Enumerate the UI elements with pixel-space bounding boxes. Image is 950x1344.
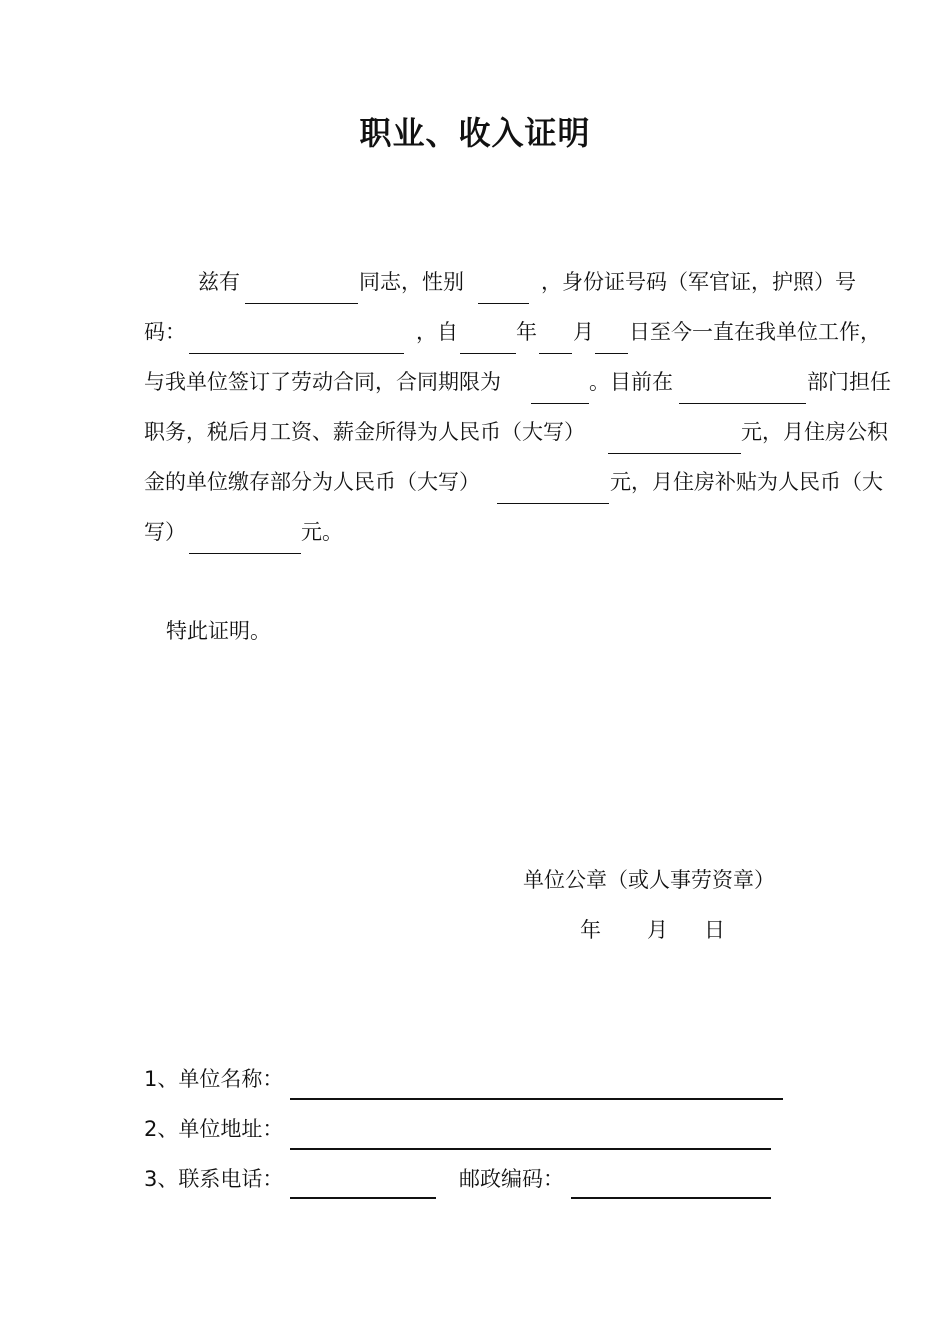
unit-name-blank[interactable] (290, 1098, 783, 1100)
closing-text: 特此证明。 (166, 619, 271, 643)
start-day-blank[interactable] (595, 353, 628, 354)
page-title: 职业、收入证明 (359, 114, 591, 152)
unit-address-label: 2、单位地址： (144, 1117, 284, 1141)
text-department: 部门担任 (807, 370, 891, 394)
id-number-blank[interactable] (189, 353, 404, 354)
text-year: 年 (516, 320, 537, 344)
text-comrade-gender: 同志，性别 (359, 270, 464, 294)
text-yuan-fund: 元，月住房公积 (741, 420, 888, 444)
text-month: 月 (573, 320, 594, 344)
unit-name-label: 1、单位名称： (144, 1067, 284, 1091)
sign-month: 月 (647, 918, 668, 942)
postcode-label: 邮政编码： (459, 1167, 564, 1191)
seal-label: 单位公章（或人事劳资章） (523, 868, 775, 892)
text-ziyou: 兹有 (198, 270, 240, 294)
text-yuan-end: 元。 (301, 520, 343, 544)
start-month-blank[interactable] (539, 353, 572, 354)
text-write: 写） (144, 520, 186, 544)
text-from: ，自 (416, 320, 458, 344)
text-code: 码： (144, 320, 186, 344)
name-blank[interactable] (245, 303, 358, 304)
sign-day: 日 (704, 918, 725, 942)
text-day-working: 日至今一直在我单位工作， (629, 320, 881, 344)
text-salary: 职务，税后月工资、薪金所得为人民币（大写） (144, 420, 585, 444)
text-yuan-subsidy: 元，月住房补贴为人民币（大 (610, 470, 883, 494)
housing-subsidy-blank[interactable] (189, 553, 301, 554)
sign-year: 年 (580, 918, 601, 942)
contract-term-blank[interactable] (531, 403, 589, 404)
salary-blank[interactable] (608, 453, 741, 454)
start-year-blank[interactable] (460, 353, 516, 354)
text-currently-in: 。目前在 (589, 370, 673, 394)
department-blank[interactable] (679, 403, 806, 404)
text-fund-amount: 金的单位缴存部分为人民币（大写） (144, 470, 480, 494)
gender-blank[interactable] (478, 303, 529, 304)
phone-blank[interactable] (290, 1197, 436, 1199)
phone-label: 3、联系电话： (144, 1167, 284, 1191)
unit-address-blank[interactable] (290, 1148, 771, 1150)
housing-fund-blank[interactable] (497, 503, 609, 504)
text-contract: 与我单位签订了劳动合同，合同期限为 (144, 370, 501, 394)
text-id-number: ，身份证号码（军官证，护照）号 (541, 270, 856, 294)
postcode-blank[interactable] (571, 1197, 771, 1199)
